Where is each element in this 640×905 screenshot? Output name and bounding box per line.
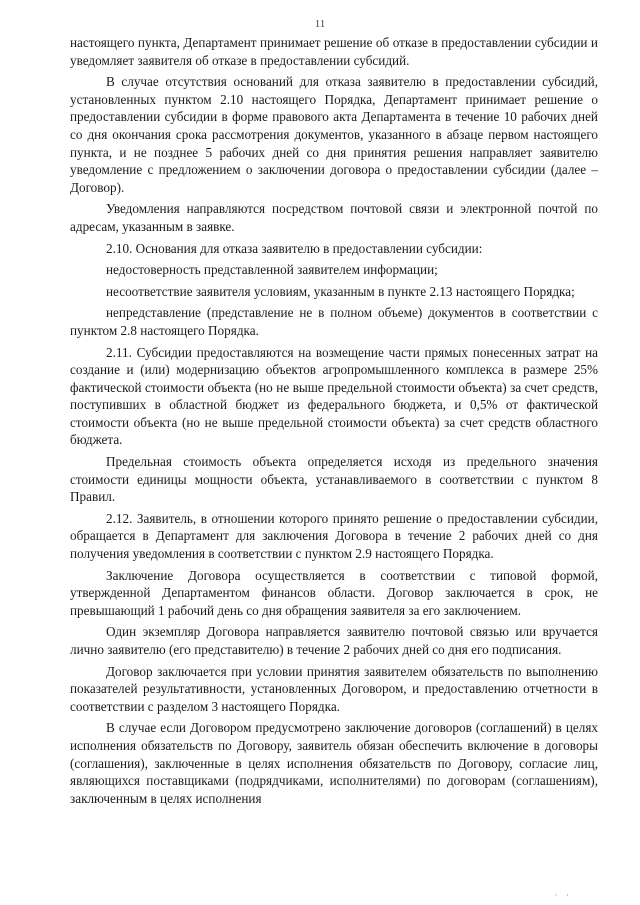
document-body [70,34,598,811]
paragraph: Один экземпляр Договора направляется заявителю почтовой связью или вручается лично заявителю (его представителю) в течение 2 рабочих дней со дня его подписания. [70,624,598,657]
scan-artifact-marks: · · [554,891,572,901]
paragraph: В случае отсутствия оснований для отказа заявителю в предоставлении субсидий, установленных пунктом 2.10 настоящего Порядка, Департамент принимает решение о предоставлении субсидии в форме правового акта Департамента в течение 10 рабочих дней со дня окончания срока рассмотрения документов, указанного в абзаце первом настоящего пункта, и не позднее 5 рабочих дней со дня принятия решения направляет заявителю уведомление с предложением о заключении договора о предоставлении субсидии (далее – Договор). [70,74,598,195]
paragraph: Уведомления направляются посредством почтовой связи и электронной почтой по адресам, указанным в заявке. [70,201,598,234]
paragraph: Договор заключается при условии принятия заявителем обязательств по выполнению показателей результативности, установленных Договором, и предоставлению отчетности в соответствии с разделом 3 настоящего Порядка. [70,663,598,714]
paragraph-continuation: настоящего пункта, Департамент принимает решение об отказе в предоставлении субсидии и уведомляет заявителя об отказе в предоставлении субсидий. [70,35,598,68]
paragraph-section-2-12: 2.12. Заявитель, в отношении которого принято решение о предоставлении субсидии, обращается в Департамент для заключения Договора в течение 2 рабочих дней со дня получения уведомления в соответствии с пунктом 2.9 настоящего Порядка. [70,510,598,562]
page-number: 11 [314,18,326,30]
paragraph-section-2-11: 2.11. Субсидии предоставляются на возмещение части прямых понесенных затрат на создание и (или) модернизацию объектов агропромышленного комплекса в размере 25% фактической стоимости объекта (но не выше предельной стоимости объекта) за счет средств, поступивших в областной бюджет из федерального бюджета, и 0,5% от фактической стоимости объекта (но не выше предельной стоимости объекта) за счет средств областного бюджета. [70,344,598,448]
paragraph-section-2-10: 2.10. Основания для отказа заявителю в предоставлении субсидии: [106,240,483,256]
paragraph: В случае если Договором предусмотрено заключение договоров (соглашений) в целях исполнения обязательств по Договору, заявитель обязан обеспечить включение в договоры (соглашения), заключенные в целях исполнения обязательств по Договору, согласие лиц, являющихся поставщиками (подрядчиками, исполнителями) по договорам (соглашениям), заключенным в целях исполнения [70,720,598,806]
paragraph-list-item: непредставление (представление не в полном объеме) документов в соответствии с пунктом 2.8 настоящего Порядка. [70,305,598,338]
paragraph: Предельная стоимость объекта определяется исходя из предельного значения стоимости единицы мощности объекта, устанавливаемого в соответствии с пунктом 8 Правил. [70,454,598,505]
paragraph-list-item: несоответствие заявителя условиям, указанным в пункте 2.13 настоящего Порядка; [106,283,575,299]
paragraph-list-item: недостоверность представленной заявителем информации; [106,262,438,278]
paragraph: Заключение Договора осуществляется в соответствии с типовой формой, утвержденной Департаментом финансов области. Договор заключается в срок, не превышающий 1 рабочий день со дня обращения заявителя за его заключением. [70,567,598,618]
